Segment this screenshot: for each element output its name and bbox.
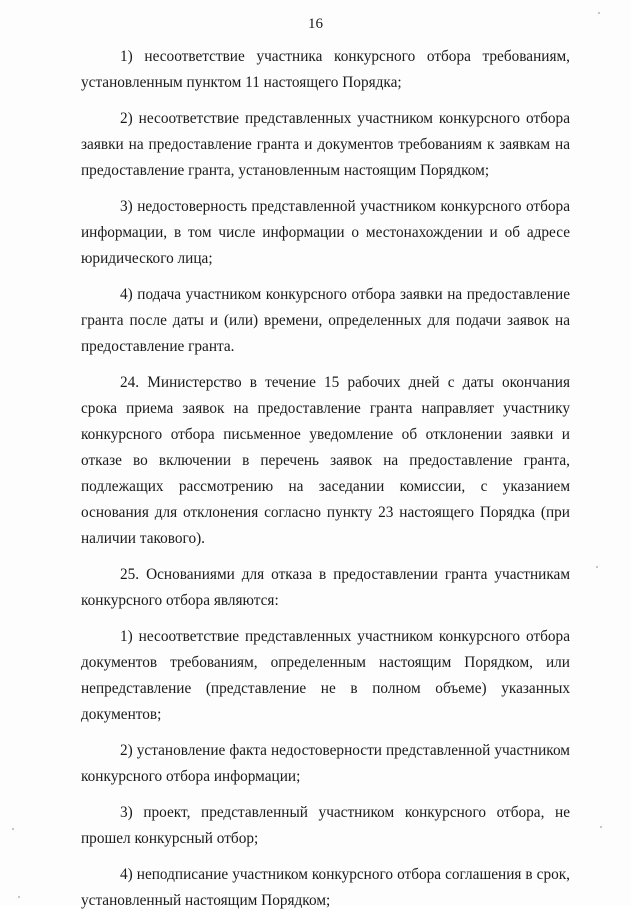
paragraph-item-4: 4) подача участником конкурсного отбора заявки на предоставление гранта после даты и (или) времени, определенных для подачи заявок на предоставление гранта. [81, 286, 570, 355]
page-number: 16 [308, 16, 323, 32]
scan-speck [18, 896, 20, 898]
paragraph-ground-3: 3) проект, представленный участником конкурсного отбора, не прошел конкурсный отбор; [81, 804, 570, 847]
scan-speck [598, 12, 600, 14]
paragraph-ground-1: 1) несоответствие представленных участником конкурсного отбора документов требованиям, определенным настоящим Порядком, или непредставление (представление не в полном объеме) указанных документов; [81, 628, 570, 723]
paragraph-clause-24: 24. Министерство в течение 15 рабочих дней с даты окончания срока приема заявок на предоставление гранта направляет участнику конкурсного отбора письменное уведомление об отклонении заявки и отказе во включении в перечень заявок на предоставление гранта, подлежащих рассмотрению на заседании комиссии, с указанием основания для отклонения согласно пункту 23 настоящего Порядка (при наличии такового). [81, 374, 570, 547]
paragraph-item-1: 1) несоответствие участника конкурсного отбора требованиям, установленным пунктом 11 настоящего Порядка; [81, 48, 570, 91]
scan-speck [12, 828, 14, 830]
scan-speck [600, 826, 602, 828]
paragraph-ground-2: 2) установление факта недостоверности представленной участником конкурсного отбора информации; [81, 742, 570, 785]
paragraph-ground-4: 4) неподписание участником конкурсного отбора соглашения в срок, установленный настоящим Порядком; [81, 866, 570, 909]
paragraph-clause-25: 25. Основаниями для отказа в предоставлении гранта участникам конкурсного отбора являются: [81, 566, 570, 609]
paragraph-item-2: 2) несоответствие представленных участником конкурсного отбора заявки на предоставление гранта и документов требованиям к заявкам на предоставление гранта, установленным настоящим Порядком; [81, 110, 570, 179]
paragraph-item-3: 3) недостоверность представленной участником конкурсного отбора информации, в том числе информации о местонахождении и об адресе юридического лица; [81, 198, 570, 267]
document-body [81, 44, 570, 924]
scan-speck [596, 566, 598, 568]
